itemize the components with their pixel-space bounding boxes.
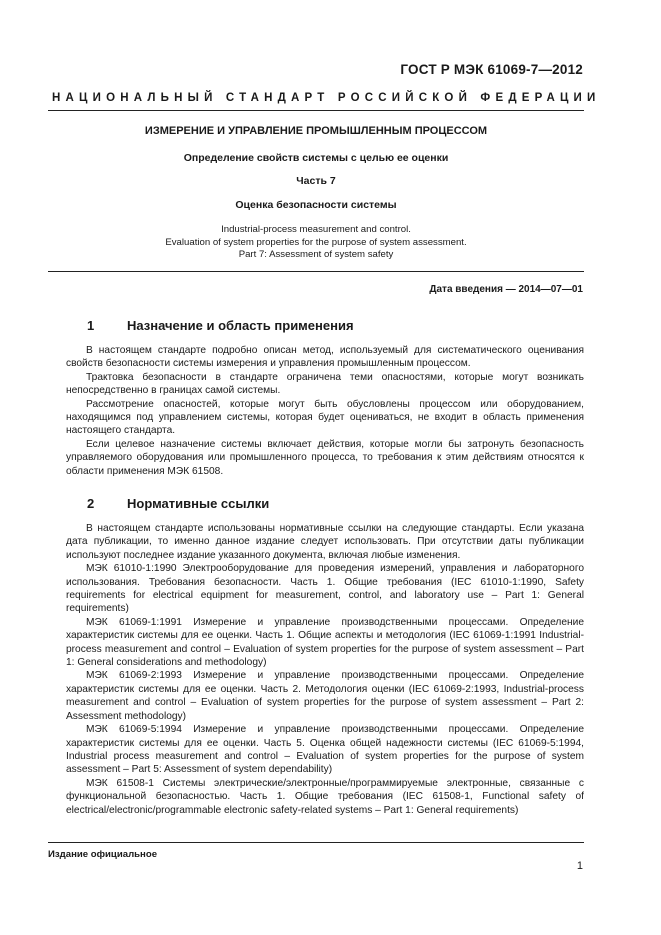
part-label: Часть 7: [296, 175, 336, 187]
official-edition-label: Издание официальное: [48, 849, 158, 860]
reference-item: МЭК 61010-1:1990 Электрооборудование для проведения измерений, управления и лабораторного использования. Требования безопасности. Часть 1. Общие требования (IEC 61010-1:1990, Safety requirements for electrical equipment for measurement, control, and laboratory use – Part 1: General requirements): [66, 563, 584, 615]
title-divider: [48, 271, 584, 272]
english-title: [48, 224, 584, 262]
english-title-line: Evaluation of system properties for the purpose of system assessment.: [165, 236, 467, 248]
standard-title: ИЗМЕРЕНИЕ И УПРАВЛЕНИЕ ПРОМЫШЛЕННЫМ ПРОЦЕССОМ: [144, 125, 488, 137]
english-title-line: Part 7: Assessment of system safety: [238, 249, 394, 260]
reference-item: МЭК 61069-1:1991 Измерение и управление производственными процессами. Определение характеристик системы для ее оценки. Часть 1. Общие аспекты и методология (IEC 61069-1:1991 Industrial-process measurement and control – Evaluation of system properties for the purpose of system assessment – Part 1: General considerations and methodology): [66, 616, 584, 669]
standard-subtitle: Определение свойств системы с целью ее оценки: [183, 152, 449, 164]
page-number: 1: [576, 860, 583, 872]
reference-item: МЭК 61069-5:1994 Измерение и управление производственными процессами. Определение характеристик системы для ее оценки. Часть 5. Оценка общей надежности системы (IEC 61069-5:1994, Industrial process measurement and control – Evaluation of system properties for the purpose of system assessment – Part 5: Assessment of system dependability): [66, 724, 584, 776]
part-title: Оценка безопасности системы: [235, 199, 397, 211]
footer-divider: [48, 842, 584, 843]
english-title-line: Industrial-process measurement and control.: [221, 224, 411, 235]
document-number: ГОСТ Р МЭК 61069-7—2012: [400, 62, 583, 77]
header-divider: [48, 110, 584, 111]
paragraph: В настоящем стандарте подробно описан метод, используемый для систематического оценивания свойств безопасности системы измерения и управления промышленным процессом.: [66, 345, 584, 370]
reference-item: МЭК 61508-1 Системы электрические/электронные/программируемые электронные, связанные с функциональной безопасностью. Часть 1. Общие требования (IEC 61508-1, Functional safety of electrical/electronic/programmable electronic safety-related systems – Part 1: General requirements): [66, 777, 584, 816]
section-number: 1: [87, 318, 95, 333]
national-standard-heading: НАЦИОНАЛЬНЫЙ СТАНДАРТ РОССИЙСКОЙ ФЕДЕРАЦИИ: [52, 92, 601, 104]
section-2-body: [66, 522, 584, 817]
paragraph: В настоящем стандарте использованы нормативные ссылки на следующие стандарты. Если указана дата публикации, то именно данное издание следует использовать. При отсутствии даты публикации используют последнее издание указанного документа, включая любые изменения.: [66, 523, 584, 561]
section-title: Нормативные ссылки: [127, 496, 270, 511]
paragraph: Если целевое назначение системы включает действия, которые могли бы затронуть безопасность управляемого оборудования или промышленного процесса, то требования к этим действиям относятся к области применения МЭК 61508.: [66, 438, 584, 477]
paragraph: Рассмотрение опасностей, которые могут быть обусловлены процессом или оборудованием, находящимся под управлением системы, которая будет оцениваться, не входит в область применения настоящего стандарта.: [66, 398, 584, 437]
section-title: Назначение и область применения: [127, 318, 354, 333]
section-1-body: [66, 344, 584, 478]
reference-item: МЭК 61069-2:1993 Измерение и управление производственными процессами. Определение характеристик системы для ее оценки. Часть 2. Методология оценки (IEC 61069-2:1993, Industrial-process measurement and control – Evaluation of system properties for the purpose of system assessment – Part 2: Assessment methodology): [66, 670, 584, 722]
introduction-date: Дата введения — 2014—07—01: [429, 284, 583, 295]
paragraph: Трактовка безопасности в стандарте ограничена теми опасностями, которые могут возникать непосредственно в границах самой системы.: [66, 371, 584, 397]
section-number: 2: [87, 496, 95, 511]
